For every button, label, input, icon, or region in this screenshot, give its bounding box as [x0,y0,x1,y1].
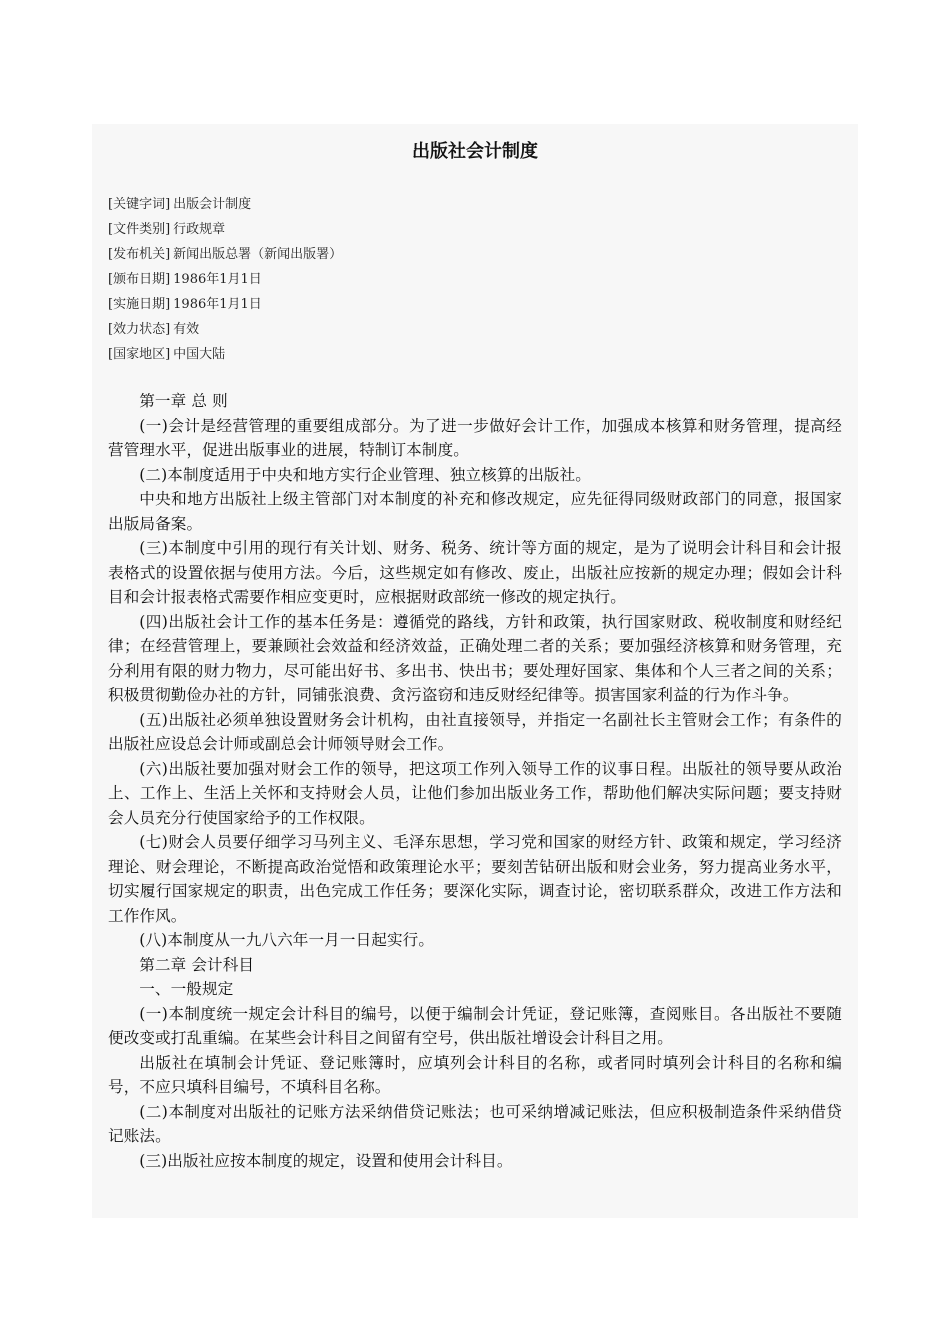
meta-key: [效力状态] [108,322,171,337]
meta-value: 中国大陆 [173,347,226,362]
meta-key: [关键字词] [108,197,171,212]
meta-value: 1986年1月1日 [173,297,262,312]
chapter-heading: 第二章 会计科目 [139,955,255,974]
chapter-heading: 第一章 总 则 [139,392,228,410]
meta-region [108,342,842,367]
meta-key: [国家地区] [108,347,171,362]
paragraph: (二)本制度对出版社的记账方法采纳借贷记账法；也可采纳增减记账法，但应积极制造条件采纳借贷记账法。 [108,1102,842,1145]
meta-issue-date [108,267,842,292]
section-heading: 一、一般规定 [139,980,234,998]
meta-key: [实施日期] [108,297,171,312]
meta-key: [颁布日期] [108,272,171,287]
paragraph: (一)会计是经营管理的重要组成部分。为了进一步做好会计工作，加强成本核算和财务管理，提高经营管理水平，促进出版事业的进展，特制订本制度。 [108,416,842,459]
paragraph: (三)出版社应按本制度的规定，设置和使用会计科目。 [139,1151,513,1170]
meta-value: 1986年1月1日 [173,272,262,287]
paragraph: (一)本制度统一规定会计科目的编号，以便于编制会计凭证，登记账簿，查阅账目。各出版社不要随便改变或打乱重编。在某些会计科目之间留有空号，供出版社增设会计科目之用。 [108,1004,842,1047]
document-title: 出版社会计制度 [412,141,538,162]
meta-key: [文件类别] [108,222,171,237]
meta-value: 出版会计制度 [173,197,252,212]
paragraph: (五)出版社必须单独设置财务会计机构，由社直接领导，并指定一名副社长主管财会工作；有条件的出版社应设总会计师或副总会计师领导财会工作。 [108,710,842,753]
meta-category [108,217,842,242]
meta-key: [发布机关] [108,247,171,262]
meta-effective-date [108,292,842,317]
paragraph: 出版社在填制会计凭证、登记账簿时，应填列会计科目的名称，或者同时填列会计科目的名称和编号，不应只填科目编号，不填科目名称。 [108,1053,842,1096]
meta-status [108,317,842,342]
metadata-list [108,192,842,367]
paragraph: (八)本制度从一九八六年一月一日起实行。 [139,931,435,949]
meta-value: 新闻出版总署（新闻出版署） [173,247,343,262]
paragraph: (三)本制度中引用的现行有关计划、财务、税务、统计等方面的规定，是为了说明会计科目和会计报表格式的设置依据与使用方法。今后，这些规定如有修改、废止，出版社应按新的规定办理；假如会计科目和会计报表格式需要作相应变更时，应根据财政部统一修改的规定执行。 [108,539,842,606]
document-body [108,389,842,1173]
paragraph: (四)出版社会计工作的基本任务是：遵循党的路线，方针和政策，执行国家财政、税收制度和财经纪律；在经营管理上，要兼顾社会效益和经济效益，正确处理二者的关系；要加强经济核算和财务管理，充分利用有限的财力物力，尽可能出好书、多出书、快出书；要处理好国家、集体和个人三者之间的关系；积极贯彻勤俭办社的方针，同铺张浪费、贪污盗窃和违反财经纪律等。损害国家利益的行为作斗争。 [108,612,842,704]
document-panel [92,124,858,1218]
paragraph: (六)出版社要加强对财会工作的领导，把这项工作列入领导工作的议事日程。出版社的领导要从政治上、工作上、生活上关怀和支持财会人员，让他们参加出版业务工作，帮助他们解决实际问题；要支持财会人员充分行使国家给予的工作权限。 [108,759,842,827]
paragraph: 中央和地方出版社上级主管部门对本制度的补充和修改规定，应先征得同级财政部门的同意，报国家出版局备案。 [108,490,842,533]
meta-issuer [108,242,842,267]
paragraph: (七)财会人员要仔细学习马列主义、毛泽东思想，学习党和国家的财经方针、政策和规定，学习经济理论、财会理论，不断提高政治觉悟和政策理论水平；要刻苦钻研出版和财会业务，努力提高业务水平，切实履行国家规定的职责，出色完成工作任务；要深化实际，调查讨论，密切联系群众，改进工作方法和工作作风。 [108,833,842,925]
paragraph: (二)本制度适用于中央和地方实行企业管理、独立核算的出版社。 [139,465,591,484]
meta-keywords [108,192,842,217]
meta-value: 有效 [173,322,200,337]
meta-value: 行政规章 [173,222,226,237]
